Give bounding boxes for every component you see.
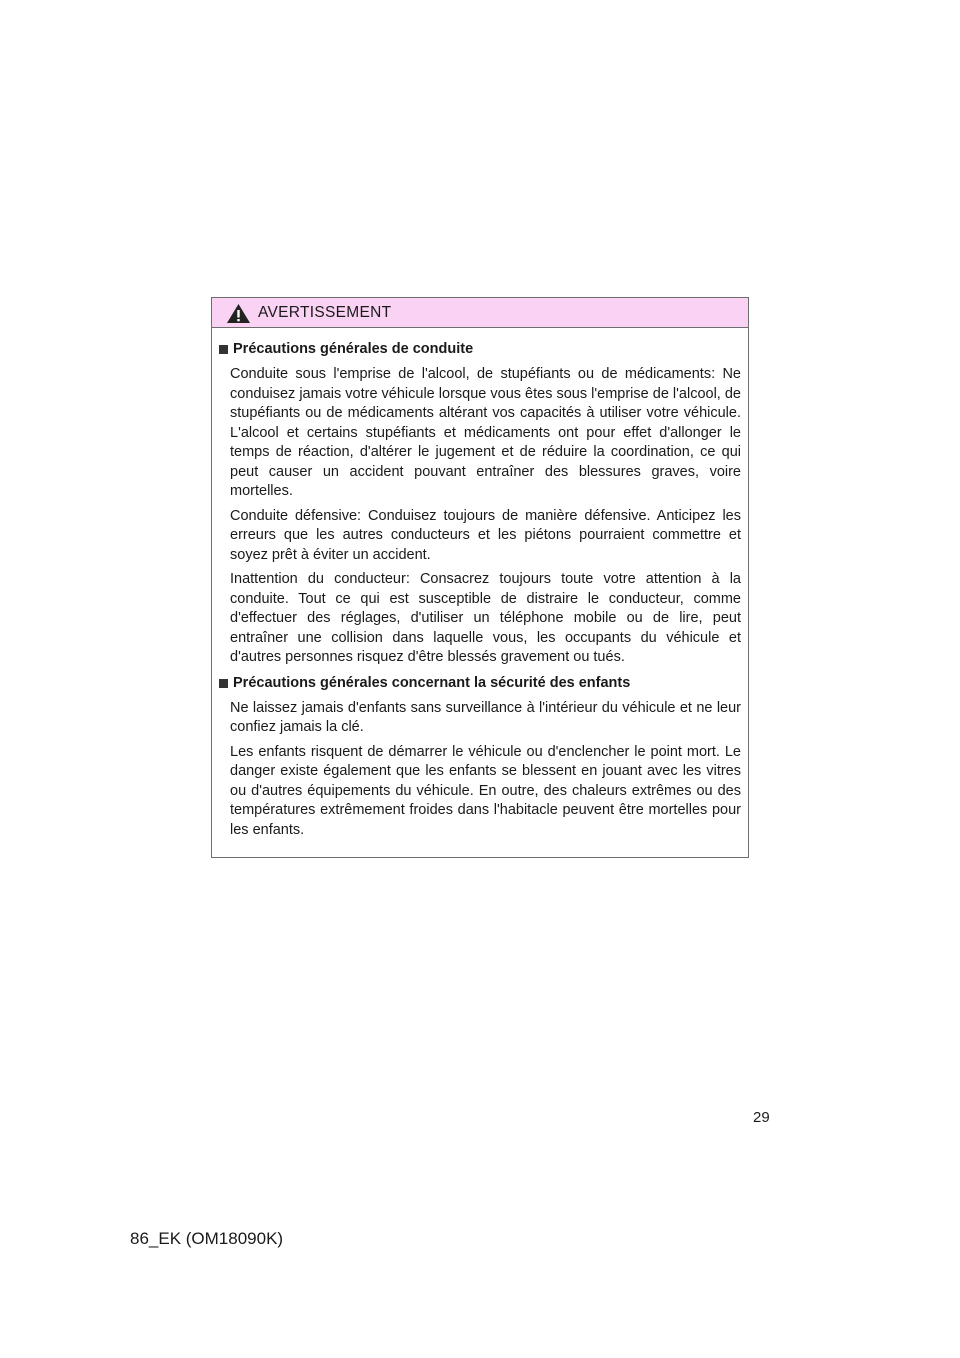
warning-header <box>212 298 748 328</box>
square-bullet-icon <box>219 679 228 688</box>
section-heading-text: Précautions générales de conduite <box>233 341 474 357</box>
paragraph-alcohol: Conduite sous l'emprise de l'alcool, de stupéfiants ou de médicaments: Ne conduisez jamais votre véhicule lorsque vous êtes sous l'emprise de l'alcool, de stupéfiants ou de médicaments altérant vos capacités à utiliser votre véhicule. L'alcool et certains stupéfiants et médicaments ont pour effet d'allonger le temps de réaction, d'altérer le jugement et de réduire la coordination, ce qui peut causer un accident pouvant entraîner des blessures graves, voire mortelles. <box>230 366 741 499</box>
warning-body <box>212 328 748 840</box>
section-heading-driving <box>219 339 741 360</box>
section-heading-child-safety <box>219 673 741 694</box>
warning-triangle-icon <box>226 303 251 324</box>
section-heading-text: Précautions générales concernant la sécurité des enfants <box>233 674 631 691</box>
document-id: 86_EK (OM18090K) <box>130 1229 284 1248</box>
square-bullet-icon <box>219 345 228 354</box>
page-number: 29 <box>753 1109 770 1126</box>
paragraph-driver-inattention: Inattention du conducteur: Consacrez toujours toute votre attention à la conduite. Tout ce qui est susceptible de distraire le conducteur, comme d'effectuer des réglages, d'utiliser un téléphone mobile ou de lire, peut entraîner une collision dans laquelle vous, les occupants du véhicule et d'autres personnes risquez d'être blessés gravement ou tués. <box>230 571 741 665</box>
warning-title: AVERTISSEMENT <box>258 303 392 321</box>
paragraph-defensive-driving: Conduite défensive: Conduisez toujours de manière défensive. Anticipez les erreurs que les autres conducteurs et les piétons pourraient commettre et soyez prêt à éviter un accident. <box>230 507 741 563</box>
paragraph-unattended-children: Ne laissez jamais d'enfants sans surveillance à l'intérieur du véhicule et ne leur confiez jamais la clé. <box>230 699 741 735</box>
warning-box <box>211 297 749 858</box>
paragraph-child-dangers: Les enfants risquent de démarrer le véhicule ou d'enclencher le point mort. Le danger existe également que les enfants se blessent en jouant avec les vitres ou d'autres équipements du véhicule. En outre, des chaleurs extrêmes ou des températures extrêmement froides dans l'habitacle peuvent être mortelles pour les enfants. <box>230 743 741 838</box>
